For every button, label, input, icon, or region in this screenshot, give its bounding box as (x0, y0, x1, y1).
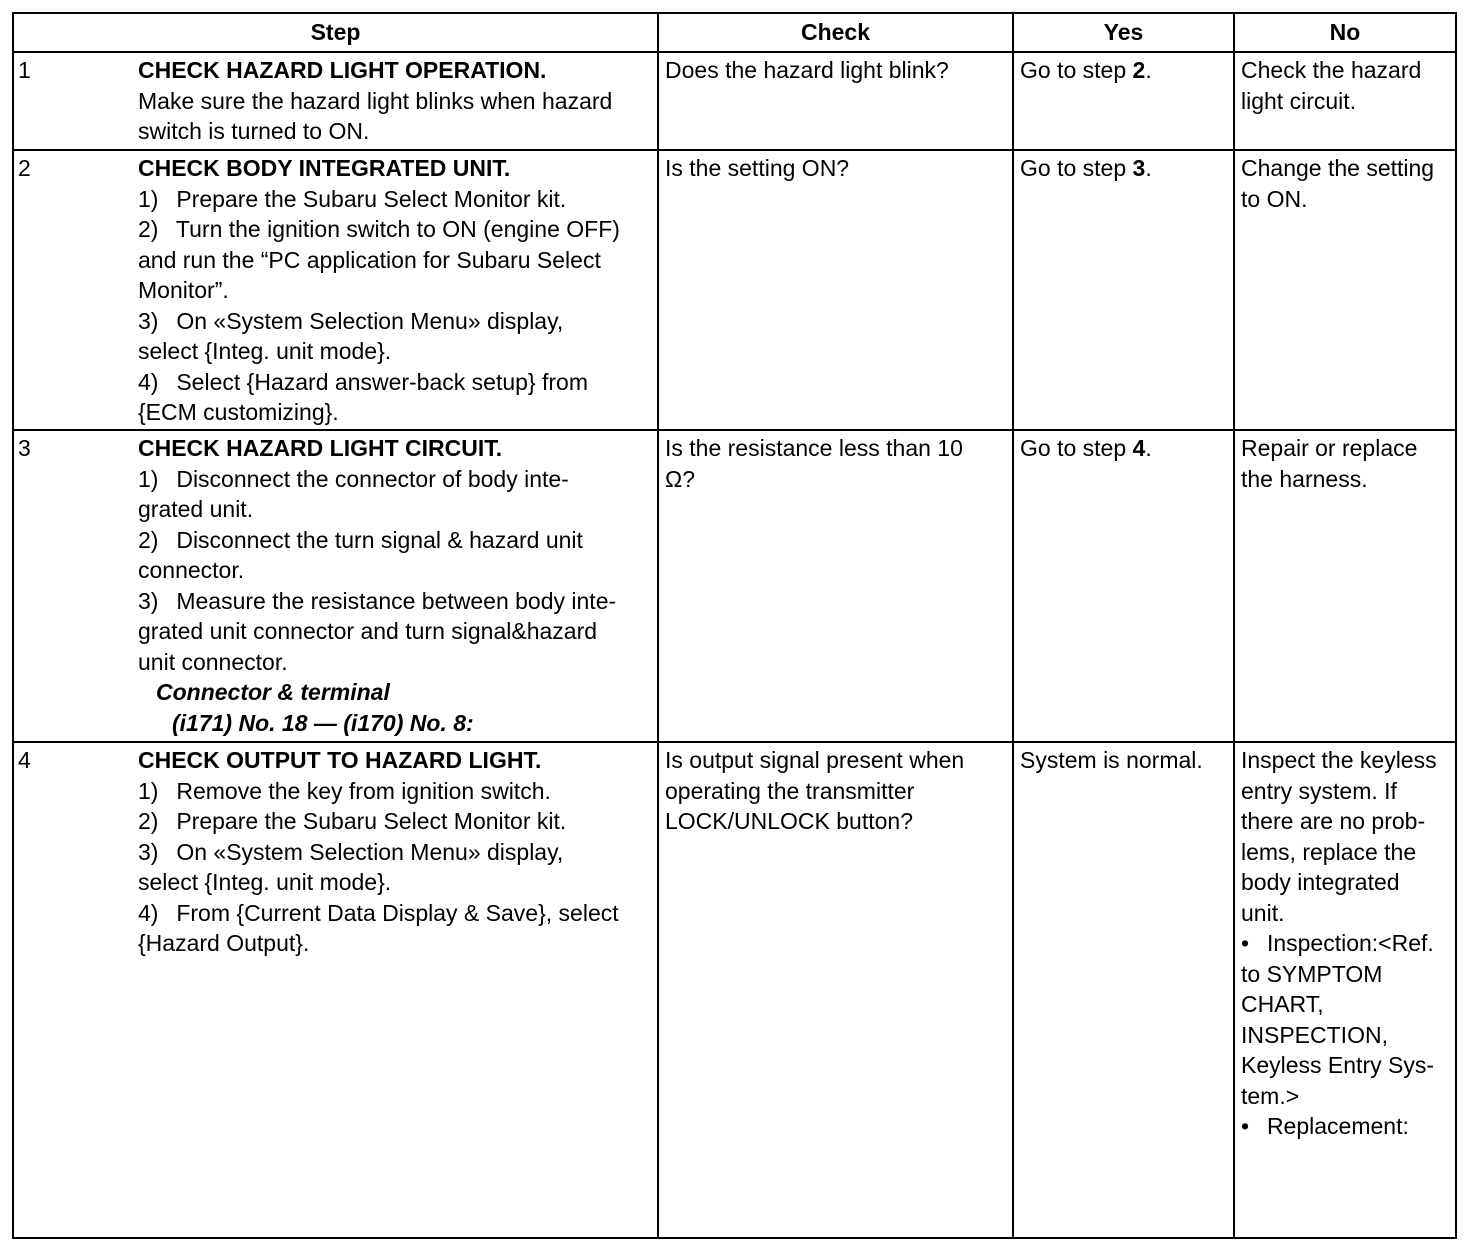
step-line: 4) Select {Hazard answer-back setup} from (138, 368, 588, 395)
yes-text: System is normal. (1020, 747, 1203, 773)
no-line: body integrated (1241, 869, 1400, 895)
step-cell (13, 742, 658, 1238)
step-line: 2) Prepare the Subaru Select Monitor kit. (138, 808, 567, 834)
no-line: there are no prob- (1241, 808, 1426, 834)
no-line: tem.> (1241, 1082, 1300, 1109)
no-line: Keyless Entry Sys- (1241, 1052, 1434, 1078)
header-no: No (1234, 13, 1456, 52)
step-title: CHECK BODY INTEGRATED UNIT. (138, 155, 511, 181)
step-line: 3) On «System Selection Menu» display, (138, 307, 564, 334)
step-cell (13, 150, 658, 430)
no-line: Inspect the keyless (1241, 747, 1437, 773)
no-line: to ON. (1241, 185, 1308, 212)
step-line: select {Integ. unit mode}. (138, 869, 392, 895)
step-line: Monitor”. (138, 277, 229, 303)
step-line: {ECM customizing}. (138, 399, 339, 425)
no-cell (1234, 430, 1456, 742)
no-cell (1234, 52, 1456, 150)
step-cell (13, 430, 658, 742)
check-cell (658, 52, 1013, 150)
connector-value: (i171) No. 18 — (i170) No. 8: (172, 709, 474, 736)
header-check: Check (658, 13, 1013, 52)
no-line: • Replacement: (1241, 1113, 1409, 1139)
step-number: 1 (18, 57, 31, 83)
troubleshooting-table (12, 12, 1457, 1239)
step-line: select {Integ. unit mode}. (138, 338, 392, 364)
step-line: 3) On «System Selection Menu» display, (138, 838, 564, 865)
yes-step: 2 (1132, 57, 1146, 83)
table-row (13, 742, 1456, 1238)
yes-prefix: Go to step (1020, 57, 1133, 83)
connector-label: Connector & terminal (156, 679, 390, 705)
step-line: unit connector. (138, 648, 288, 675)
check-line: Is the setting ON? (665, 155, 850, 181)
step-line: switch is turned to ON. (138, 118, 370, 144)
check-line: Is the resistance less than 10 (665, 435, 963, 461)
yes-cell: Go to step 4. (1013, 430, 1234, 742)
header-yes: Yes (1013, 13, 1234, 52)
yes-step: 4 (1132, 435, 1146, 461)
step-title: CHECK OUTPUT TO HAZARD LIGHT. (138, 747, 542, 773)
step-line: 1) Remove the key from ignition switch. (138, 777, 551, 804)
check-line: operating the transmitter (665, 777, 915, 804)
step-line: {Hazard Output}. (138, 930, 310, 956)
step-cell (13, 52, 658, 150)
table-row (13, 150, 1456, 430)
yes-step: 3 (1132, 155, 1146, 181)
check-line: Does the hazard light blink? (665, 57, 949, 83)
yes-prefix: Go to step (1020, 155, 1133, 181)
yes-cell: Go to step 2. (1013, 52, 1234, 150)
no-cell (1234, 150, 1456, 430)
no-cell (1234, 742, 1456, 1238)
step-title: CHECK HAZARD LIGHT CIRCUIT. (138, 435, 503, 461)
step-number: 3 (18, 435, 31, 461)
header-row (13, 13, 1456, 52)
check-line: LOCK/UNLOCK button? (665, 808, 914, 834)
step-title: CHECK HAZARD LIGHT OPERATION. (138, 57, 547, 83)
step-line: and run the “PC application for Subaru Select (138, 246, 601, 273)
check-cell (658, 150, 1013, 430)
step-line: grated unit. (138, 496, 254, 522)
yes-prefix: Go to step (1020, 435, 1133, 461)
no-line: INSPECTION, (1241, 1021, 1388, 1048)
no-line: Change the setting (1241, 155, 1435, 181)
step-line: 3) Measure the resistance between body inte- (138, 587, 617, 614)
no-line: to SYMPTOM (1241, 960, 1383, 987)
step-line: 4) From {Current Data Display & Save}, select (138, 899, 619, 926)
no-line: entry system. If (1241, 777, 1397, 804)
no-line: Repair or replace (1241, 435, 1418, 461)
no-line: CHART, (1241, 991, 1324, 1017)
step-line: grated unit connector and turn signal&hazard (138, 618, 598, 644)
yes-cell (1013, 742, 1234, 1238)
no-line: Check the hazard (1241, 57, 1422, 83)
check-line: Ω? (665, 465, 695, 492)
check-cell (658, 430, 1013, 742)
yes-cell: Go to step 3. (1013, 150, 1234, 430)
check-line: Is output signal present when (665, 747, 965, 773)
no-line: unit. (1241, 899, 1285, 926)
step-line: 1) Disconnect the connector of body inte- (138, 465, 569, 492)
step-number: 4 (18, 747, 31, 773)
step-line: 1) Prepare the Subaru Select Monitor kit. (138, 185, 567, 212)
no-line: light circuit. (1241, 87, 1357, 114)
no-line: the harness. (1241, 465, 1368, 492)
step-number: 2 (18, 155, 31, 181)
check-cell (658, 742, 1013, 1238)
table-row (13, 52, 1456, 150)
no-line: • Inspection:<Ref. (1241, 930, 1434, 956)
table-row (13, 430, 1456, 742)
step-line: connector. (138, 557, 245, 583)
header-step: Step (13, 13, 658, 52)
step-line: Make sure the hazard light blinks when hazard (138, 87, 613, 114)
step-line: 2) Disconnect the turn signal & hazard unit (138, 526, 583, 553)
step-line: 2) Turn the ignition switch to ON (engine OFF) (138, 216, 620, 242)
no-line: lems, replace the (1241, 838, 1417, 865)
